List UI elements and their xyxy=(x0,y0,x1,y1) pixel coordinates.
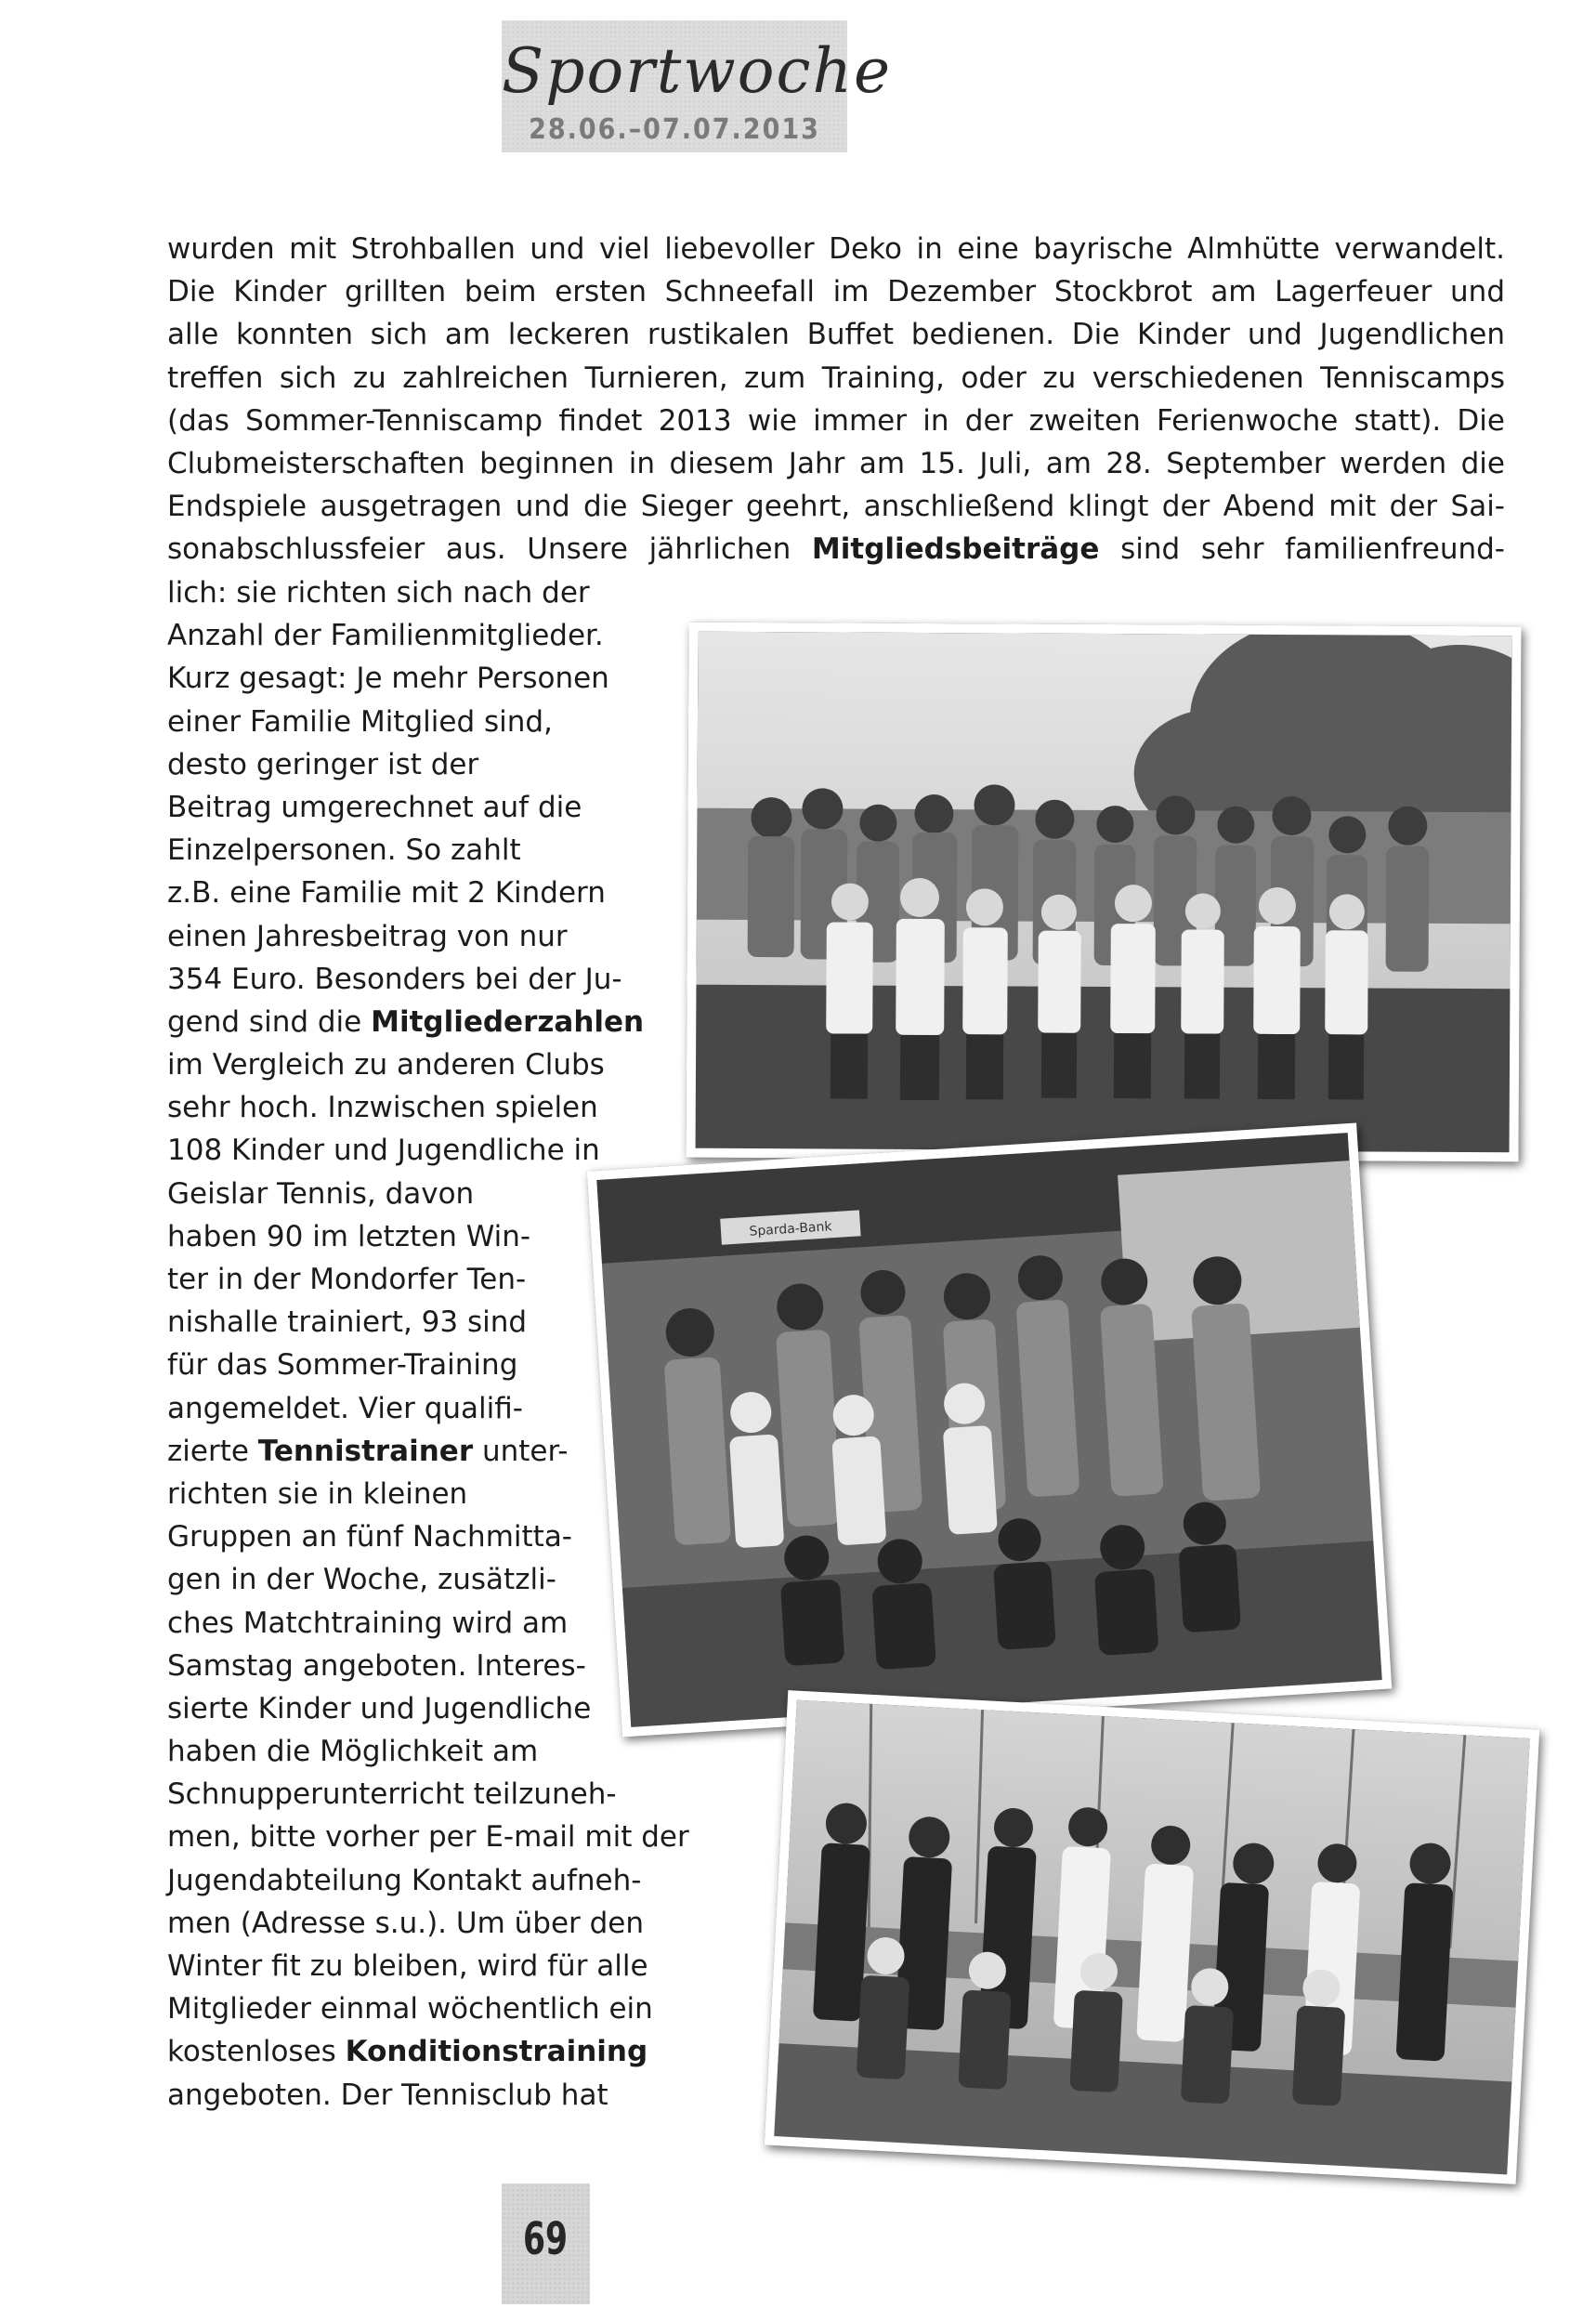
text-line: haben 90 im letzten Win- xyxy=(167,1219,531,1253)
text-line: Samstag angeboten. Interes- xyxy=(167,1648,586,1683)
page-number-box xyxy=(502,2183,590,2304)
text-run: sonabschlussfeier aus. Unsere jährlichen xyxy=(167,532,812,567)
text-line: 108 Kinder und Jugendliche in xyxy=(167,1134,600,1168)
text-line: haben die Möglichkeit am xyxy=(167,1735,539,1769)
text-line: men, bitte vorher per E-mail mit der xyxy=(167,1820,689,1855)
text-line: richten sie in kleinen xyxy=(167,1476,468,1511)
photo-image xyxy=(696,632,1512,1153)
text-line: sehr hoch. Inzwischen spielen xyxy=(167,1091,598,1125)
text-line: angeboten. Der Tennisclub hat xyxy=(167,2078,608,2112)
text-line: einer Familie Mitglied sind, xyxy=(167,704,553,739)
text-line: men (Adresse s.u.). Um über den xyxy=(167,1906,645,1940)
text-run: unter- xyxy=(473,1434,569,1468)
text-line: z.B. eine Familie mit 2 Kindern xyxy=(167,876,606,911)
text-line-with-keyword xyxy=(167,528,1505,570)
text-line: desto geringer ist der xyxy=(167,747,479,781)
photo-image xyxy=(596,1133,1381,1727)
text-line: Endspiele ausgetragen und die Sieger geehrt, anschließend klingt der Abend mit der Sai- xyxy=(167,490,1505,524)
text-line: treffen sich zu zahlreichen Turnieren, zum Training, oder zu verschiedenen Tenniscamps xyxy=(167,361,1505,395)
page-number: 69 xyxy=(523,2213,569,2265)
text-line: Gruppen an fünf Nachmitta- xyxy=(167,1520,572,1554)
keyword-tennistrainer: Tennistrainer xyxy=(257,1434,474,1468)
masthead xyxy=(502,20,893,152)
text-line: Schnupperunterricht teilzuneh- xyxy=(167,1777,617,1812)
text-line: sierte Kinder und Jugendliche xyxy=(167,1691,592,1725)
photo-group-indoor xyxy=(587,1123,1393,1738)
text-line: wurden mit Strohballen und viel liebevoller Deko in eine bayrische Almhütte verwandelt. xyxy=(167,232,1505,266)
text-line: nishalle trainiert, 93 sind xyxy=(167,1305,528,1340)
keyword-konditionstraining: Konditionstraining xyxy=(345,2035,648,2069)
text-run: sind sehr familienfreund- xyxy=(1099,532,1505,567)
text-run: kostenloses xyxy=(167,2035,346,2069)
text-line: Die Kinder grillten beim ersten Schneefall im Dezember Stockbrot am Lagerfeuer und xyxy=(167,275,1505,309)
photo-sign-text: Sparda-Bank xyxy=(749,1219,832,1239)
text-line: 354 Euro. Besonders bei der Ju- xyxy=(167,962,622,996)
article-text-full-width xyxy=(167,228,1505,571)
text-line: lich: sie richten sich nach der xyxy=(167,576,590,610)
photo-image xyxy=(774,1700,1530,2175)
text-line: Clubmeisterschaften beginnen in diesem Jahr am 15. Juli, am 28. September werden die xyxy=(167,446,1505,480)
photo-group-tennis-court xyxy=(765,1690,1540,2184)
text-line: angemeldet. Vier qualifi- xyxy=(167,1391,523,1425)
text-line-with-keyword xyxy=(167,1001,689,1043)
text-line: Winter fit zu bleiben, wird für alle xyxy=(167,1949,648,1983)
text-line: alle konnten sich am leckeren rustikalen Buffet bedienen. Die Kinder und Jugendlichen xyxy=(167,318,1505,352)
text-line: Einzelpersonen. So zahlt xyxy=(167,833,521,868)
photo-group-outdoor xyxy=(686,623,1521,1162)
text-line: ter in der Mondorfer Ten- xyxy=(167,1263,527,1296)
text-line: Mitglieder einmal wöchentlich ein xyxy=(167,1992,653,2026)
date-range: 28.06.–07.07.2013 xyxy=(529,113,820,146)
text-run: zierte xyxy=(167,1434,258,1468)
text-line: (das Sommer-Tenniscamp findet 2013 wie immer in der zweiten Ferienwoche statt). Die xyxy=(167,403,1505,438)
text-line: Jugendabteilung Kontakt aufneh- xyxy=(167,1863,642,1897)
keyword-mitgliederzahlen: Mitgliederzahlen xyxy=(371,1004,645,1039)
text-line: ches Matchtraining wird am xyxy=(167,1606,569,1640)
text-line: Beitrag umgerechnet auf die xyxy=(167,790,582,824)
text-run: gend sind die xyxy=(167,1004,372,1039)
text-line: Anzahl der Familienmitglieder. xyxy=(167,619,604,653)
magazine-title: Sportwoche xyxy=(502,35,893,107)
keyword-mitgliedsbeitraege: Mitgliedsbeiträge xyxy=(811,532,1100,567)
text-line-with-keyword xyxy=(167,2030,689,2073)
text-line: Kurz gesagt: Je mehr Personen xyxy=(167,662,609,696)
text-line: gen in der Woche, zusätzli- xyxy=(167,1563,556,1597)
text-line: im Vergleich zu anderen Clubs xyxy=(167,1048,605,1082)
text-line: einen Jahresbeitrag von nur xyxy=(167,919,568,953)
text-line: für das Sommer-Training xyxy=(167,1348,518,1383)
text-line: Geislar Tennis, davon xyxy=(167,1176,475,1211)
